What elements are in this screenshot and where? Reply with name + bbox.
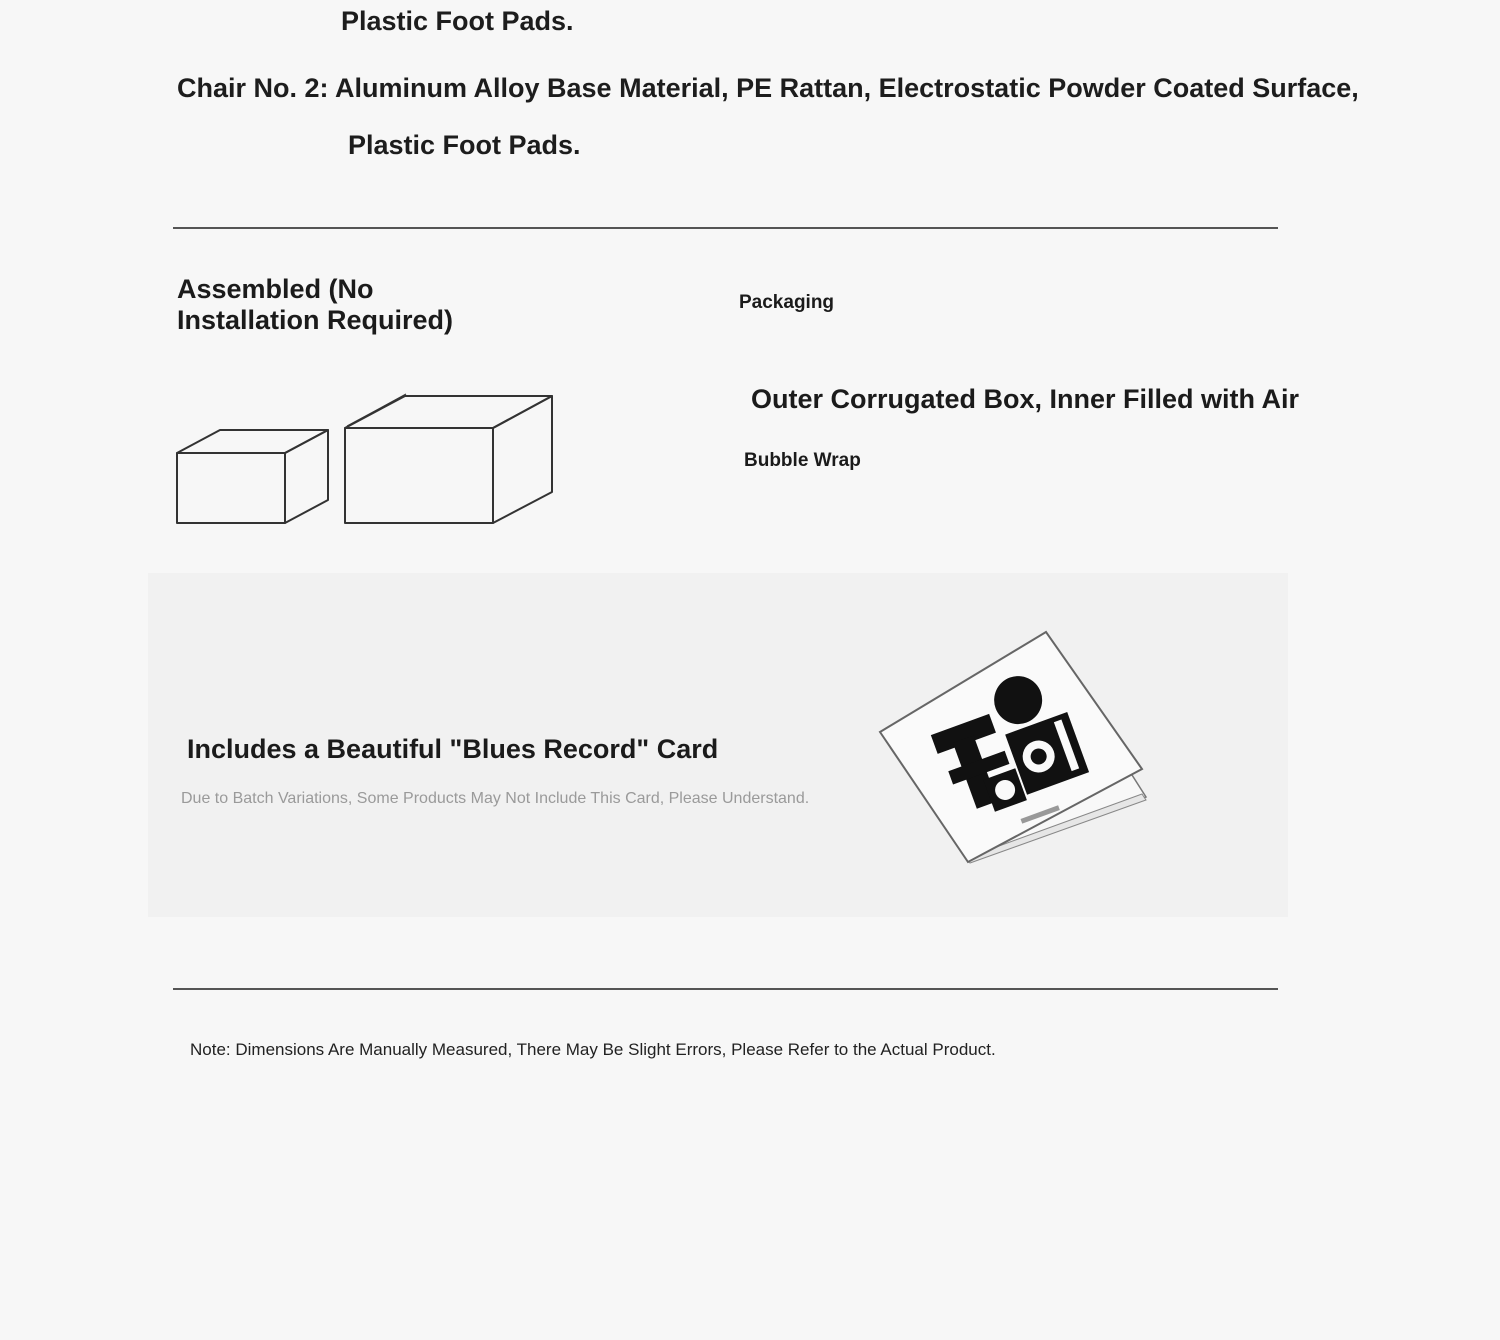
chair1-material-line2: Plastic Foot Pads.: [341, 6, 574, 36]
packaging-label: Packaging: [739, 292, 835, 313]
shipping-boxes-illustration: [170, 390, 560, 530]
chair2-material-line2: Plastic Foot Pads.: [348, 130, 581, 160]
chair2-material-line1: Chair No. 2: Aluminum Alloy Base Material, PE Rattan, Electrostatic Powder Coated Surface,: [177, 73, 1359, 103]
dimensions-note: Note: Dimensions Are Manually Measured, There May Be Slight Errors, Please Refer to the Actual Product.: [190, 1040, 996, 1059]
blues-record-card-image: [870, 622, 1160, 872]
section-divider-bottom: [173, 988, 1278, 990]
small-box-icon: [177, 430, 328, 523]
assembled-title: Assembled (No Installation Required): [177, 274, 454, 335]
section-divider-top: [173, 227, 1278, 229]
packaging-description-line2: Bubble Wrap: [744, 450, 861, 471]
packaging-description-line1: Outer Corrugated Box, Inner Filled with Air: [751, 384, 1300, 414]
large-box-icon: [345, 394, 552, 523]
card-note: Due to Batch Variations, Some Products May Not Include This Card, Please Understand.: [181, 790, 810, 807]
card-title: Includes a Beautiful "Blues Record" Card: [187, 734, 719, 764]
